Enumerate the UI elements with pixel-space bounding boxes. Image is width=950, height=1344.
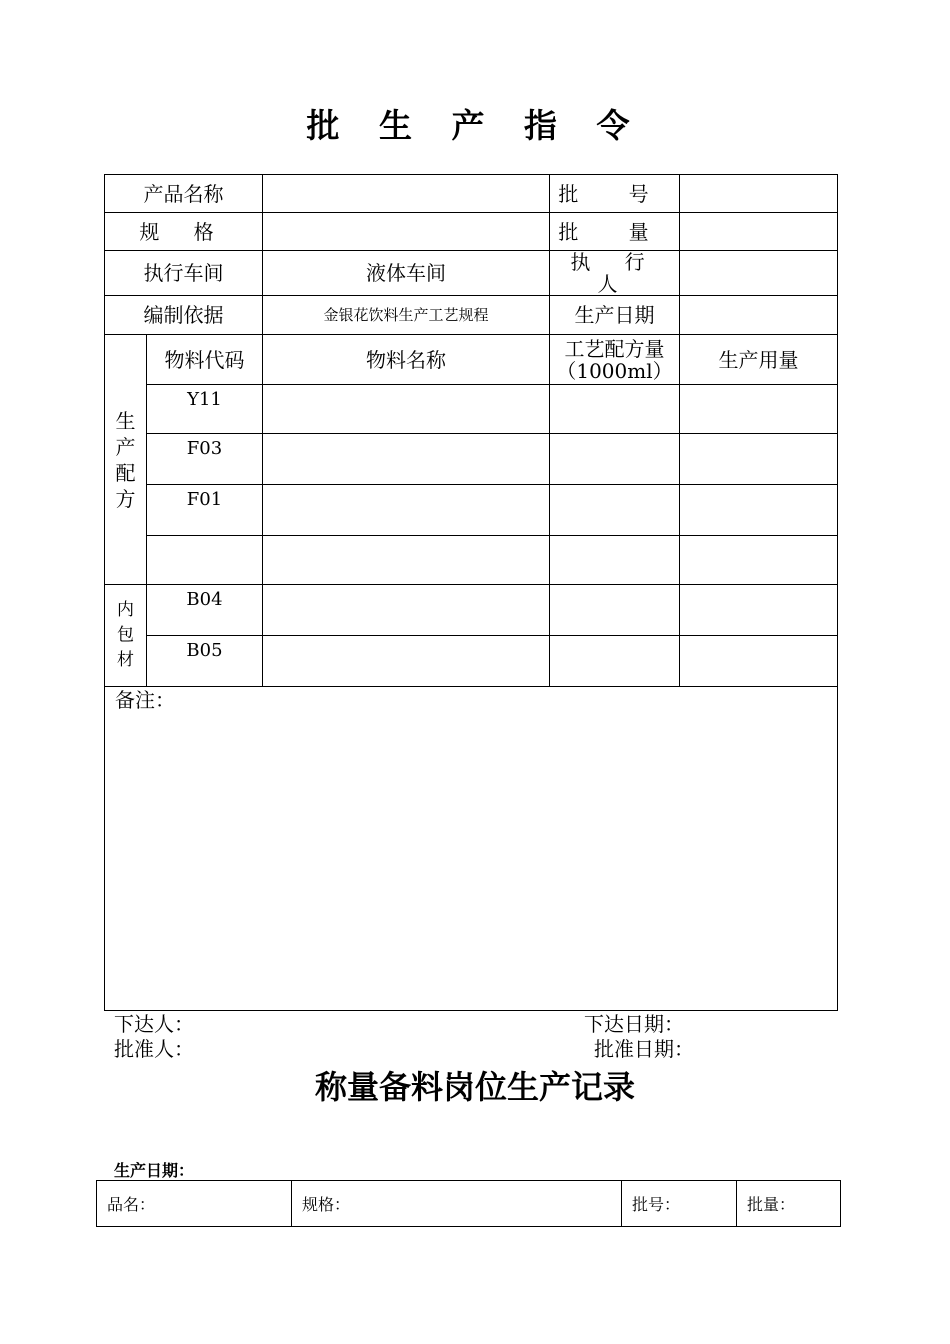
basis-value: 金银花饮料生产工艺规程	[263, 296, 550, 335]
col-material-name: 物料名称	[263, 335, 550, 385]
approve-date-label: 批准日期：	[594, 1037, 694, 1061]
batch-instruction-table	[104, 174, 838, 1011]
batch-size-field-record[interactable]: 批量：	[737, 1181, 841, 1227]
batch-size-label: 批 量	[550, 213, 680, 251]
material-name-cell[interactable]	[263, 434, 550, 485]
table-row	[105, 536, 838, 585]
record-date-label: 生产日期：	[114, 1161, 195, 1180]
notes-label: 备注：	[115, 688, 175, 712]
notes-row	[105, 687, 838, 1011]
product-field[interactable]: 品名：	[97, 1181, 292, 1227]
header-row	[105, 175, 838, 213]
batch-number-label: 批 号	[550, 175, 680, 213]
formula-qty-cell[interactable]	[550, 636, 680, 687]
batch-number-field-record[interactable]: 批号：	[622, 1181, 737, 1227]
material-name-cell[interactable]	[263, 385, 550, 434]
batch-size-field[interactable]	[680, 213, 838, 251]
table-row	[105, 385, 838, 434]
spec-field-record[interactable]: 规格：	[292, 1181, 622, 1227]
executor-label: 执 行 人	[550, 251, 680, 296]
col-formula-qty: 工艺配方量 （1000ml）	[550, 335, 680, 385]
executor-field[interactable]	[680, 251, 838, 296]
spec-field[interactable]	[263, 213, 550, 251]
spec-label: 规 格	[105, 213, 263, 251]
batch-number-field[interactable]	[680, 175, 838, 213]
workshop-label: 执行车间	[105, 251, 263, 296]
material-code: B05	[147, 636, 263, 687]
production-date-field[interactable]	[680, 296, 838, 335]
basis-label: 编制依据	[105, 296, 263, 335]
issued-by-label: 下达人：	[114, 1012, 194, 1036]
material-code[interactable]	[147, 536, 263, 585]
product-name-label: 产品名称	[105, 175, 263, 213]
usage-cell[interactable]	[680, 585, 838, 636]
packaging-section-label: 内 包 材	[105, 585, 147, 687]
material-name-cell[interactable]	[263, 636, 550, 687]
header-row	[105, 251, 838, 296]
material-code: B04	[147, 585, 263, 636]
header-row	[105, 213, 838, 251]
usage-cell[interactable]	[680, 636, 838, 687]
material-name-cell[interactable]	[263, 485, 550, 536]
record-title: 称量备料岗位生产记录	[314, 1068, 635, 1106]
formula-qty-cell[interactable]	[550, 485, 680, 536]
issue-date-label: 下达日期：	[584, 1012, 684, 1036]
product-name-field[interactable]	[263, 175, 550, 213]
formula-qty-cell[interactable]	[550, 434, 680, 485]
table-row	[105, 585, 838, 636]
usage-cell[interactable]	[680, 485, 838, 536]
col-material-code: 物料代码	[147, 335, 263, 385]
formula-qty-cell[interactable]	[550, 585, 680, 636]
record-info-table	[96, 1180, 841, 1227]
usage-cell[interactable]	[680, 385, 838, 434]
material-name-cell[interactable]	[263, 585, 550, 636]
page-title: 批 生 产 指 令	[306, 106, 644, 145]
formula-section-label: 生 产 配 方	[105, 335, 147, 585]
approved-by-label: 批准人：	[114, 1037, 194, 1061]
material-code: Y11	[147, 385, 263, 434]
formula-header-row	[105, 335, 838, 385]
notes-field[interactable]	[105, 687, 838, 1011]
table-row	[105, 636, 838, 687]
usage-cell[interactable]	[680, 434, 838, 485]
formula-qty-cell[interactable]	[550, 385, 680, 434]
header-row	[105, 296, 838, 335]
production-date-label: 生产日期	[550, 296, 680, 335]
table-row	[105, 434, 838, 485]
formula-qty-cell[interactable]	[550, 536, 680, 585]
workshop-value: 液体车间	[263, 251, 550, 296]
material-code: F01	[147, 485, 263, 536]
col-usage: 生产用量	[680, 335, 838, 385]
table-row	[105, 485, 838, 536]
usage-cell[interactable]	[680, 536, 838, 585]
material-name-cell[interactable]	[263, 536, 550, 585]
material-code: F03	[147, 434, 263, 485]
